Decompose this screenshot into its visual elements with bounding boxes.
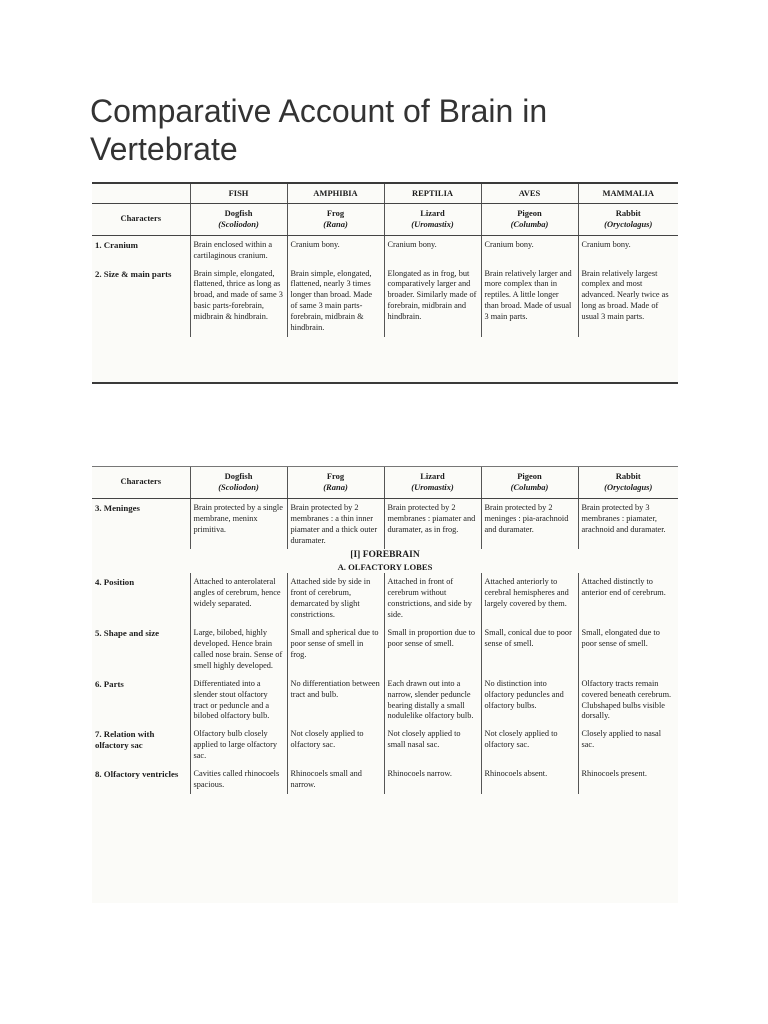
page-title: Comparative Account of Brain in Vertebrate (90, 93, 548, 167)
characters-heading: Characters (92, 467, 190, 498)
table-cell: Brain protected by 3 membranes : piamater, arachnoid and duramater. (578, 498, 678, 549)
character-label: 6. Parts (95, 678, 124, 689)
animal-header-row (92, 203, 678, 235)
animal-name: Frog (326, 207, 345, 218)
animal-scientific-name: (Rana) (323, 481, 348, 492)
table-cell: Not closely applied to small nasal sac. (384, 725, 481, 765)
table-cell: Large, bilobed, highly developed. Hence brain called nose brain. Sense of smell highly developed. (190, 624, 287, 675)
character-label: 3. Meninges (95, 502, 140, 513)
animal-heading (481, 203, 578, 235)
character-label: 4. Position (95, 577, 135, 588)
table-cell: Brain protected by a single membrane, meninx primitiva. (190, 498, 287, 549)
characters-heading: Characters (92, 203, 190, 235)
table-cell: Olfactory tracts remain covered beneath cerebrum. Clubshaped bulbs visible dorsally. (578, 675, 678, 726)
table-cell: Attached side by side in front of cerebrum, demarcated by slight constrictions. (287, 573, 384, 624)
table-cell: Not closely applied to olfactory sac. (287, 725, 384, 765)
animal-scientific-name: (Uromastix) (411, 481, 454, 492)
class-heading-mammalia: MAMMALIA (578, 184, 678, 203)
table-row (92, 765, 678, 794)
table-cell: Attached distinctly to anterior end of cerebrum. (578, 573, 678, 624)
subsection-heading: A. OLFACTORY LOBES (337, 562, 433, 573)
table-cell: Attached anteriorly to cerebral hemispheres and largely covered by them. (481, 573, 578, 624)
table-cell: Differentiated into a slender stout olfactory tract or peduncle and a bilobed olfactory bulb. (190, 675, 287, 726)
class-heading-reptilia: REPTILIA (384, 184, 481, 203)
table-row (92, 675, 678, 726)
animal-header-row (92, 467, 678, 498)
animal-name: Rabbit (615, 207, 641, 218)
animal-heading (578, 203, 678, 235)
table-cell: Not closely applied to olfactory sac. (481, 725, 578, 765)
animal-heading (384, 203, 481, 235)
table-cell: Brain relatively largest complex and most advanced. Nearly twice as long as broad. Made of usual 3 main parts. (578, 265, 678, 337)
table-cell: Rhinocoels present. (578, 765, 678, 794)
table-cell: Small and spherical due to poor sense of smell in frog. (287, 624, 384, 675)
animal-name: Lizard (420, 207, 445, 218)
table-cell: Rhinocoels narrow. (384, 765, 481, 794)
table-cell: No differentiation between tract and bulb. (287, 675, 384, 726)
class-heading-amphibia: AMPHIBIA (287, 184, 384, 203)
table-cell: Attached to anterolateral angles of cerebrum, hence widely separated. (190, 573, 287, 624)
animal-heading (287, 203, 384, 235)
animal-name: Pigeon (517, 207, 542, 218)
animal-scientific-name: (Columba) (510, 218, 549, 229)
table-cell: Cranium bony. (384, 235, 481, 264)
table-cell: Brain protected by 2 membranes : a thin inner piamater and a thick outer duramater. (287, 498, 384, 549)
animal-name: Pigeon (517, 471, 542, 481)
table-cell: Brain protected by 2 meninges : pia-arachnoid and duramater. (481, 498, 578, 549)
animal-name: Dogfish (224, 207, 253, 218)
table-cell: Brain simple, elongated, flattened, nearly 3 times longer than broad. Made of same 3 main parts-forebrain, midbrain & hindbrain. (287, 265, 384, 337)
animal-heading (578, 467, 678, 498)
table-cell: Cranium bony. (578, 235, 678, 264)
animal-name: Dogfish (224, 471, 253, 481)
table-cell: Olfactory bulb closely applied to large olfactory sac. (190, 725, 287, 765)
table-cell: Each drawn out into a narrow, slender peduncle bearing distally a small nodulelike olfactory bulb. (384, 675, 481, 726)
animal-name: Rabbit (615, 471, 641, 481)
animal-scientific-name: (Scoliodon) (218, 481, 259, 492)
class-heading-fish: FISH (190, 184, 287, 203)
table-cell: Cranium bony. (287, 235, 384, 264)
table-cell: Cavities called rhinocoels spacious. (190, 765, 287, 794)
table-cell: Brain protected by 2 membranes : piamater and duramater, as in frog. (384, 498, 481, 549)
table-cell: No distinction into olfactory peduncles and olfactory bulbs. (481, 675, 578, 726)
character-label: 1. Cranium (95, 239, 139, 250)
class-heading-aves: AVES (481, 184, 578, 203)
table-row (92, 725, 678, 765)
table-cell: Elongated as in frog, but comparatively larger and broader. Similarly made of forebrain, midbrain and hindbrain. (384, 265, 481, 337)
table-row (92, 265, 678, 337)
table-row (92, 624, 678, 675)
section-heading: [I] FOREBRAIN (350, 550, 420, 561)
character-label: 5. Shape and size (95, 628, 160, 639)
comparison-table-1 (92, 184, 678, 337)
table-cell: Brain simple, elongated, flattened, thrice as long as broad, and made of same 3 basic parts-forebrain, midbrain & hindbrain. (190, 265, 287, 337)
table-row (92, 573, 678, 624)
animal-name: Frog (326, 471, 345, 481)
animal-name: Lizard (420, 471, 445, 481)
table-cell: Rhinocoels absent. (481, 765, 578, 794)
scanned-table-2 (92, 466, 678, 903)
table-row (92, 498, 678, 549)
animal-heading (481, 467, 578, 498)
table-row (92, 235, 678, 264)
table-cell: Small, elongated due to poor sense of smell. (578, 624, 678, 675)
table-cell: Brain relatively larger and more complex than in reptiles. A little longer than broad. Made of usual 3 main parts. (481, 265, 578, 337)
class-header-row (92, 184, 678, 203)
character-label: 7. Relation with olfactory sac (95, 729, 155, 751)
subsection-heading-row (92, 561, 678, 573)
character-label: 2. Size & main parts (95, 268, 172, 279)
section-heading-row (92, 549, 678, 561)
animal-scientific-name: (Oryctolagus) (604, 218, 653, 229)
table-cell: Rhinocoels small and narrow. (287, 765, 384, 794)
table-cell: Closely applied to nasal sac. (578, 725, 678, 765)
character-label: 8. Olfactory ventricles (95, 769, 179, 780)
animal-heading (287, 467, 384, 498)
scanned-table-1 (92, 182, 678, 384)
animal-scientific-name: (Rana) (323, 218, 348, 229)
animal-heading (190, 467, 287, 498)
table-cell: Small, conical due to poor sense of smell. (481, 624, 578, 675)
class-heading-blank (92, 184, 190, 203)
animal-scientific-name: (Uromastix) (411, 218, 454, 229)
table-cell: Small in proportion due to poor sense of smell. (384, 624, 481, 675)
table-cell: Cranium bony. (481, 235, 578, 264)
table-cell: Brain enclosed within a cartilaginous cranium. (190, 235, 287, 264)
animal-heading (384, 467, 481, 498)
animal-scientific-name: (Columba) (510, 481, 549, 492)
table-cell: Attached in front of cerebrum without constrictions, and side by side. (384, 573, 481, 624)
animal-heading (190, 203, 287, 235)
animal-scientific-name: (Oryctolagus) (604, 481, 653, 492)
comparison-table-2 (92, 467, 678, 794)
animal-scientific-name: (Scoliodon) (218, 218, 259, 229)
